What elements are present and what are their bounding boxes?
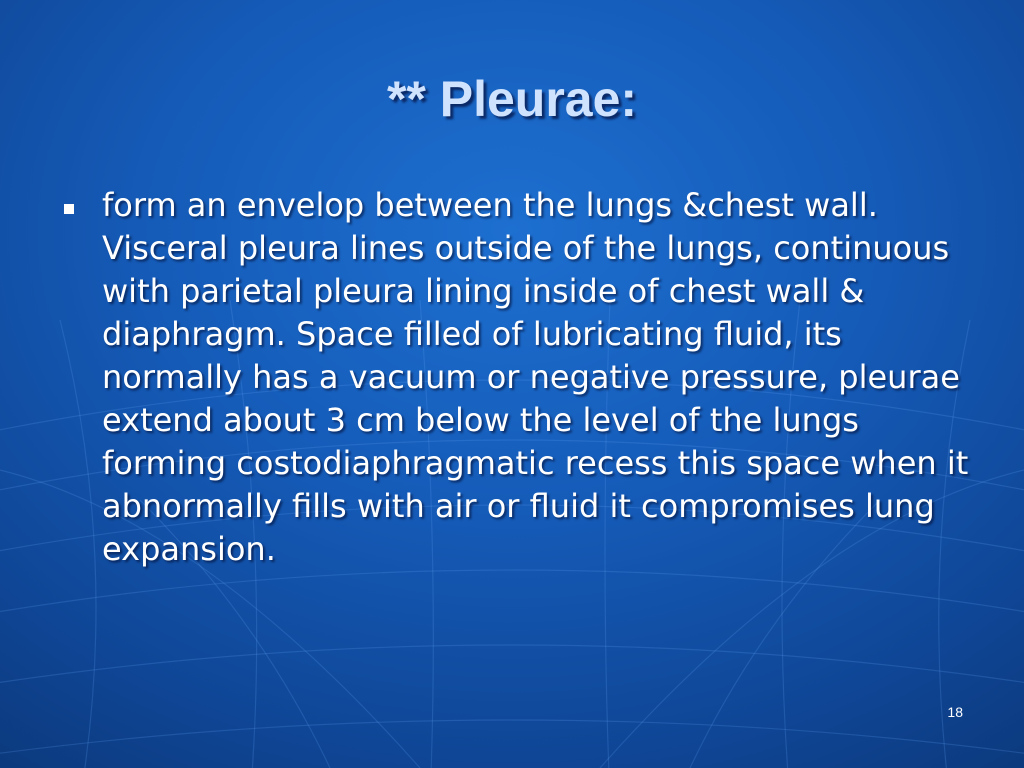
slide-number: 18 — [947, 704, 963, 720]
slide-title: ** Pleurae: — [386, 71, 638, 127]
list-item — [60, 184, 980, 571]
bullet-list — [60, 184, 980, 571]
square-bullet-icon — [64, 204, 74, 214]
bullet-text: form an envelop between the lungs &chest wall. Visceral pleura lines outside of the lungs, continuous with parietal pleura lining inside of chest wall & diaphragm. Space filled of lubricating fluid, its normally has a vacuum or negative pressure, pleurae extend about 3 cm below the level of the lungs forming costodiaphragmatic recess this space when it abnormally fills with air or fluid it compromises lung expansion. — [102, 186, 969, 568]
